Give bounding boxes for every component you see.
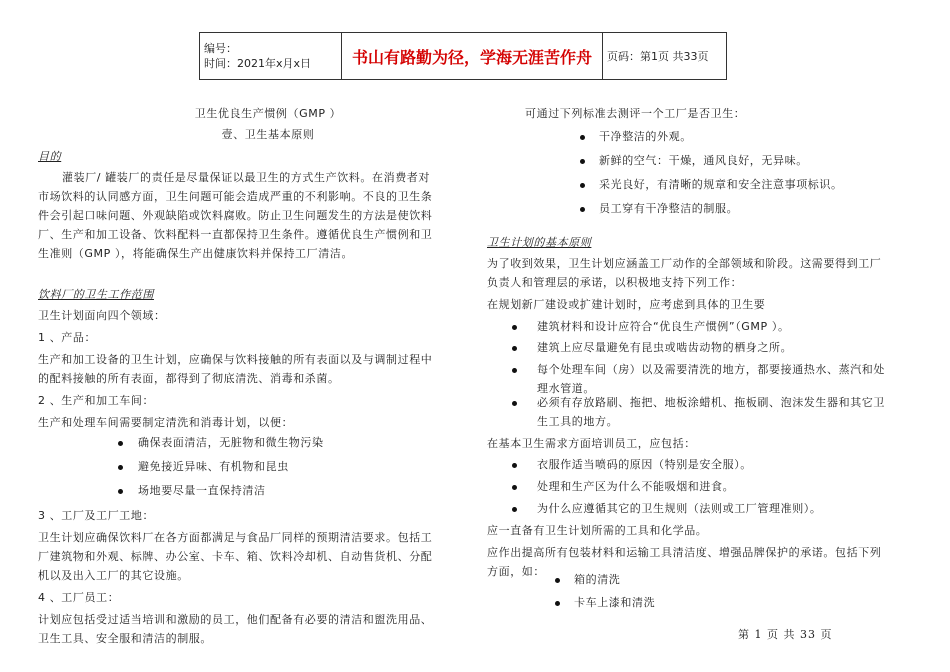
page-footer: 第 1 页 共 33 页 [738,628,833,641]
list-item: 新鲜的空气：干燥，通风良好，无异味。 [599,154,808,167]
list-item: 衣服作适当喷码的原因（特别是安全服）。 [537,458,752,471]
bullet-dot [580,183,585,188]
paragraph-line: 厂建筑物和外观、标牌、办公室、卡车、箱、饮料冷却机、自动售货机、分配 [38,550,433,563]
bullet-dot [512,346,517,351]
item-2: 2 、生产和加工车间： [38,394,155,407]
paragraph-line: 卫生工具、安全服和清洁的制服。 [38,632,212,645]
plan-intro: 在规划新厂建设或扩建计划时，应考虑到具体的卫生要 [487,298,766,311]
bullet-dot [555,601,560,606]
list-item: 处理和生产区为什么不能吸烟和进食。 [537,480,735,493]
list-item: 每个处理车间（房）以及需要清洗的地方，都要接通热水、蒸汽和处 [537,363,885,376]
list-item: 建筑材料和设计应符合“优良生产惯例”（GMP ）。 [537,320,790,333]
paragraph-line: 计划应包括受过适当培训和激励的员工，他们配备有必要的清洁和盥洗用品、 [38,613,433,626]
bullet-dot [512,368,517,373]
list-item-continued: 生工具的地方。 [537,415,619,428]
item-4: 4 、工厂员工： [38,591,120,604]
paragraph-line: 方面，如： [487,565,545,578]
header-meta [200,33,342,80]
list-item: 员工穿有干净整洁的制服。 [599,202,739,215]
bullet-dot [118,489,123,494]
bullet-dot [118,465,123,470]
paragraph-line: 市场饮料的认同感方面，卫生问题可能会造成严重的不利影响。不良的卫生条 [38,190,433,203]
list-item: 干净整洁的外观。 [599,130,692,143]
list-item: 采光良好，有清晰的规章和安全注意事项标识。 [599,178,843,191]
eval-intro: 可通过下列标准去测评一个工厂是否卫生： [525,107,746,120]
paragraph-line: 卫生计划应确保饮料厂在各方面都满足与食品厂同样的预期清洁要求。包括工 [38,531,433,544]
number-label: 编号： [204,42,237,55]
purpose-heading: 目的 [38,150,62,163]
bullet-dot [580,135,585,140]
doc-title: 卫生优良生产惯例（GMP ） [194,107,342,120]
tools-line: 应一直备有卫生计划所需的工具和化学品。 [487,524,708,537]
bullet-dot [512,325,517,330]
paragraph-line: 生准则（GMP ），将能确保生产出健康饮料并保持工厂清洁。 [38,247,354,260]
list-item: 箱的清洗 [574,573,621,586]
paragraph-line: 为了收到效果，卫生计划应涵盖工厂动作的全部领域和阶段。这需要得到工厂 [487,257,882,270]
time-label: 时间：2021年x月x日 [204,57,312,70]
list-item: 卡车上漆和清洗 [574,596,656,609]
item-3: 3 、工厂及工厂工地： [38,509,155,522]
list-item: 场地要尽量一直保持清洁 [138,484,266,497]
bullet-dot [512,507,517,512]
basic-heading: 卫生计划的基本原则 [487,236,592,249]
paragraph-line: 应作出提高所有包装材料和运输工具清洁度、增强品牌保护的承诺。包括下列 [487,546,882,559]
bullet-dot [555,578,560,583]
paragraph-line: 生产和处理车间需要制定清洗和消毒计划，以便： [38,416,294,429]
paragraph-line: 的配料接触的所有表面，都得到了彻底清洗、消毒和杀菌。 [38,372,340,385]
bullet-dot [580,207,585,212]
list-item: 确保表面清洁，无脏物和微生物污染 [138,436,324,449]
bullet-dot [118,441,123,446]
list-item: 建筑上应尽量避免有昆虫或啮齿动物的栖身之所。 [537,341,793,354]
paragraph-line: 机以及出入工厂的其它设施。 [38,569,189,582]
header-table [199,32,727,80]
paragraph-line: 负责人和管理层的承诺，以积极地支持下列工作： [487,276,743,289]
bullet-dot [512,401,517,406]
paragraph-line: 生产和加工设备的卫生计划，应确保与饮料接触的所有表面以及与调制过程中 [38,353,433,366]
scope-intro: 卫生计划面向四个领域： [38,309,166,322]
list-item-continued: 理水管道。 [537,382,595,395]
paragraph-line: 灌装厂/ 罐装厂的责任是尽量保证以最卫生的方式生产饮料。在消费者对 [62,171,430,184]
list-item: 必须有存放路刷、拖把、地板涂蜡机、拖板刷、泡沫发生器和其它卫 [537,396,885,409]
bullet-dot [512,463,517,468]
bullet-dot [580,159,585,164]
doc-subtitle: 壹、卫生基本原则 [221,128,315,141]
bullet-dot [512,485,517,490]
page-info: 页码：第1页 共33页 [603,33,727,80]
paragraph-line: 件会引起口味问题、外观缺陷或饮料腐败。防止卫生问题发生的方法是使饮料 [38,209,433,222]
list-item: 为什么应遵循其它的卫生规则（法则或工厂管理准则）。 [537,502,822,515]
paragraph-line: 厂、生产和加工设备、饮料配料一直都保持卫生条件。遵循优良生产惯例和卫 [38,228,433,241]
scope-heading: 饮料厂的卫生工作范围 [38,288,154,301]
train-intro: 在基本卫生需求方面培训员工，应包括： [487,437,696,450]
list-item: 避免接近异味、有机物和昆虫 [138,460,289,473]
item-1: 1 、产品： [38,331,97,344]
motto: 书山有路勤为径，学海无涯苦作舟 [342,33,603,80]
